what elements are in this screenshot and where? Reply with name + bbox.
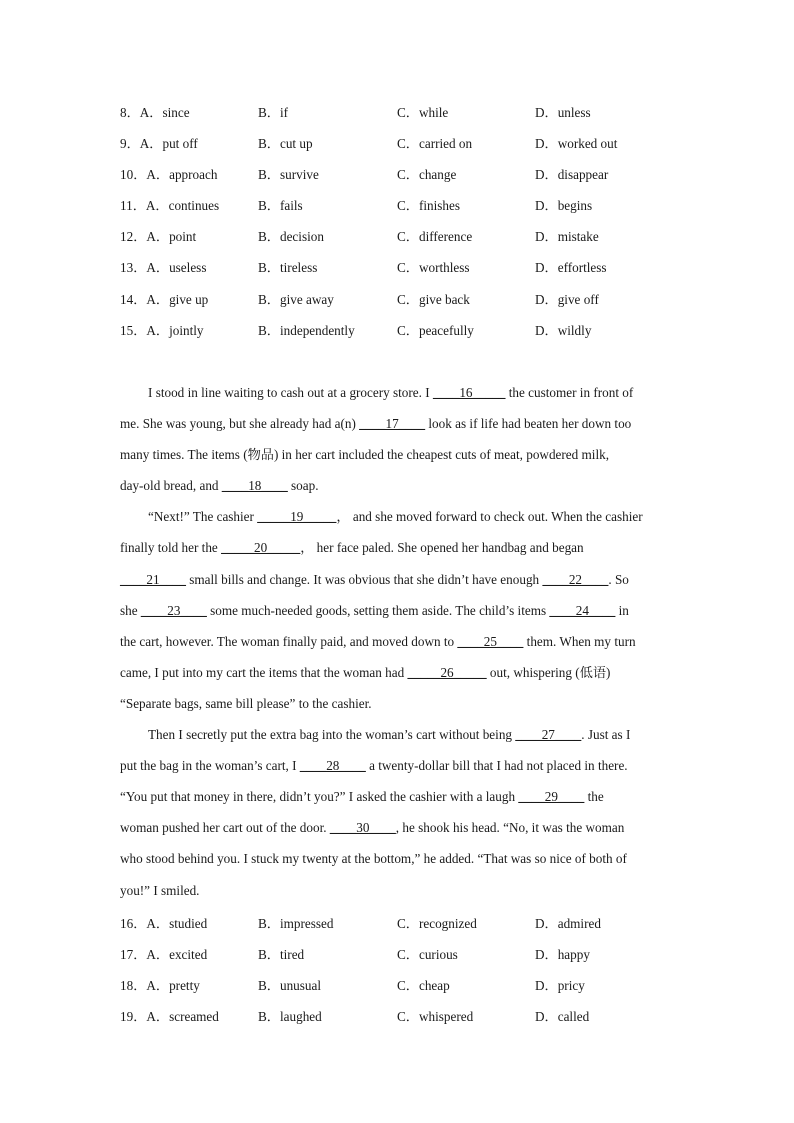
option-b: B．laughed	[258, 1008, 322, 1024]
option-a: 18．A．pretty	[120, 977, 200, 993]
option-c: C．while	[397, 105, 449, 120]
question-row-14	[120, 284, 680, 315]
option-a: 17．A．excited	[120, 946, 208, 962]
option-d: D．pricy	[535, 977, 585, 993]
blank-21: ____21____	[120, 571, 186, 587]
passage-text: Then I secretly put the extra bag into the woman’s cart without being	[148, 727, 516, 743]
cloze-passage	[120, 377, 672, 906]
passage-text: look as if life had beaten her down too	[425, 416, 632, 432]
option-a: 12．A．point	[120, 229, 197, 245]
option-d: D．disappear	[535, 167, 609, 183]
question-row-18	[120, 970, 680, 1001]
blank-19: _____19_____	[257, 509, 337, 525]
question-row-11	[120, 190, 680, 221]
passage-line	[120, 812, 672, 843]
blank-24: ____24____	[549, 602, 616, 618]
passage-text: some much-needed goods, setting them aside. The child’s items	[206, 602, 550, 618]
option-c: C．change	[397, 167, 457, 183]
question-row-10	[120, 159, 680, 190]
passage-text: the cart, however. The woman finally paid, and moved down to	[120, 633, 458, 649]
option-d: D．unless	[535, 105, 591, 120]
option-c: C．whispered	[397, 1008, 474, 1024]
passage-text: out, whispering (低语)	[486, 664, 611, 680]
question-row-8	[120, 97, 680, 128]
blank-22: ____22____	[542, 571, 609, 587]
option-d: D．called	[535, 1008, 590, 1024]
passage-line	[120, 564, 672, 595]
options-block-16-19	[120, 908, 680, 1032]
option-a: 14．A．give up	[120, 291, 209, 307]
passage-text: . Just as I	[581, 727, 631, 743]
passage-text: put the bag in the woman’s cart, I	[120, 758, 300, 774]
question-row-19	[120, 1001, 680, 1032]
passage-line: you!” I smiled.	[120, 882, 200, 898]
question-row-13	[120, 252, 680, 283]
passage-line	[120, 657, 672, 688]
passage-text: the customer in front of	[505, 385, 634, 400]
option-b: B．fails	[258, 198, 303, 214]
passage-line	[120, 470, 672, 501]
option-c: C．peacefully	[397, 322, 474, 338]
passage-line	[120, 781, 672, 812]
passage-text: woman pushed her cart out of the door.	[120, 820, 330, 836]
option-c: C．curious	[397, 946, 458, 962]
passage-text: day-old bread, and	[120, 478, 222, 494]
passage-line	[120, 595, 672, 626]
passage-text: she	[120, 602, 141, 618]
passage-text: soap.	[287, 478, 319, 494]
passage-line: many times. The items (物品) in her cart included the cheapest cuts of meat, powdered milk,	[120, 447, 610, 463]
passage-text: “Next!” The cashier	[148, 509, 258, 525]
passage-line: “Separate bags, same bill please” to the cashier.	[120, 695, 372, 711]
blank-16: ____16_____	[432, 385, 506, 400]
question-row-17	[120, 939, 680, 970]
option-b: B．give away	[258, 291, 334, 307]
option-a: 8．A．since	[120, 105, 190, 120]
option-c: C．carried on	[397, 136, 473, 152]
option-c: C．difference	[397, 229, 473, 245]
question-row-15	[120, 315, 680, 346]
option-b: B．cut up	[258, 136, 313, 152]
passage-text: in	[615, 602, 629, 618]
blank-28: ____28____	[299, 758, 366, 774]
passage-line	[120, 532, 672, 563]
option-d: D．begins	[535, 198, 593, 214]
question-row-16	[120, 908, 680, 939]
option-a: 10．A．approach	[120, 167, 218, 183]
passage-text: finally told her the	[120, 540, 222, 556]
passage-text: a twenty-dollar bill that I had not placed in there.	[365, 758, 628, 774]
passage-text: came, I put into my cart the items that the woman had	[120, 664, 408, 680]
option-d: D．effortless	[535, 260, 607, 276]
option-b: B．unusual	[258, 977, 322, 993]
option-a: 15．A．jointly	[120, 322, 204, 338]
blank-23: ____23____	[140, 602, 207, 618]
option-a: 11．A．continues	[120, 198, 220, 214]
passage-line: who stood behind you. I stuck my twenty at the bottom,” he added. “That was so nice of both of	[120, 851, 627, 867]
passage-text: ， and she moved forward to check out. When the cashier	[336, 509, 643, 525]
question-row-12	[120, 221, 680, 252]
option-d: D．worked out	[535, 136, 618, 152]
passage-text: small bills and change. It was obvious that she didn’t have enough	[185, 571, 543, 587]
option-c: C．cheap	[397, 977, 450, 993]
passage-text: “You put that money in there, didn’t you?” I asked the cashier with a laugh	[120, 789, 519, 805]
passage-line	[120, 377, 672, 408]
passage-line	[120, 719, 672, 750]
blank-26: _____26_____	[407, 664, 487, 680]
blank-27: ____27____	[515, 727, 582, 743]
passage-text: . So	[608, 571, 629, 587]
option-b: B．if	[258, 105, 289, 120]
option-d: D．wildly	[535, 322, 592, 338]
options-block-8-15	[120, 97, 680, 346]
passage-text: ， her face paled. She opened her handbag and began	[300, 540, 584, 556]
blank-29: ____29____	[518, 789, 585, 805]
passage-line	[120, 750, 672, 781]
option-d: D．give off	[535, 291, 599, 307]
passage-line	[120, 408, 672, 439]
passage-line	[120, 626, 672, 657]
passage-text: them. When my turn	[523, 633, 636, 649]
option-b: B．tireless	[258, 260, 318, 276]
option-a: 16．A．studied	[120, 915, 208, 931]
passage-text: , he shook his head. “No, it was the woman	[395, 820, 625, 836]
option-b: B．survive	[258, 167, 319, 183]
passage-line	[120, 501, 672, 532]
passage-text: me. She was young, but she already had a(n)	[120, 416, 360, 432]
option-b: B．tired	[258, 946, 305, 962]
option-c: C．worthless	[397, 260, 470, 276]
blank-25: ____25____	[457, 633, 524, 649]
blank-30: ____30____	[329, 820, 396, 836]
option-d: D．happy	[535, 946, 590, 962]
option-b: B．impressed	[258, 915, 334, 931]
option-b: B．independently	[258, 322, 355, 338]
option-a: 19．A．screamed	[120, 1008, 219, 1024]
passage-text: the	[584, 789, 604, 805]
blank-20: _____20_____	[221, 540, 301, 556]
option-d: D．mistake	[535, 229, 599, 245]
option-a: 9．A．put off	[120, 136, 198, 152]
option-d: D．admired	[535, 915, 601, 931]
option-c: C．finishes	[397, 198, 461, 214]
passage-text: I stood in line waiting to cash out at a grocery store. I	[148, 385, 433, 400]
option-c: C．give back	[397, 291, 470, 307]
blank-18: ____18____	[221, 478, 288, 494]
option-a: 13．A．useless	[120, 260, 207, 276]
blank-17: ____17____	[359, 416, 426, 432]
option-b: B．decision	[258, 229, 324, 245]
question-row-9	[120, 128, 680, 159]
option-c: C．recognized	[397, 915, 477, 931]
